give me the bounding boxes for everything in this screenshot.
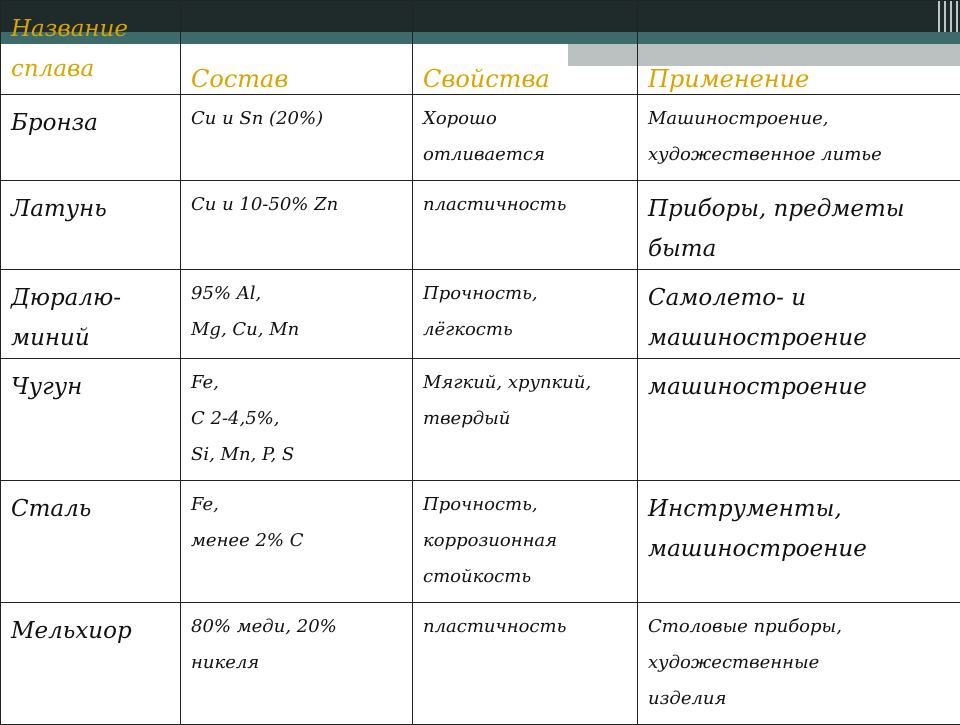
properties-line: Хорошо <box>423 101 629 137</box>
alloy-name-cell <box>1 481 181 603</box>
table-row <box>1 359 960 481</box>
composition-line: Cu и 10-50% Zn <box>191 187 404 223</box>
alloy-name-cell <box>1 603 181 725</box>
alloy-name-cell <box>1 359 181 481</box>
alloy-name-line: Мельхиор <box>11 611 172 651</box>
application-line: машиностроение <box>648 529 952 569</box>
composition-line: Fe, <box>191 487 404 523</box>
properties-line: твердый <box>423 401 629 437</box>
alloy-name-line: Чугун <box>11 367 172 407</box>
header-row <box>1 1 960 95</box>
properties-line: пластичность <box>423 187 629 223</box>
application-line: изделия <box>648 681 952 717</box>
properties-line: пластичность <box>423 609 629 645</box>
composition-cell <box>181 603 413 725</box>
application-cell <box>638 359 960 481</box>
application-line: машиностроение <box>648 318 952 358</box>
composition-cell <box>181 270 413 359</box>
properties-line: Мягкий, хрупкий, <box>423 365 629 401</box>
header-properties: Свойства <box>413 1 638 95</box>
composition-cell <box>181 481 413 603</box>
properties-line: Прочность, <box>423 276 629 312</box>
application-line: Столовые приборы, <box>648 609 952 645</box>
composition-line: C 2-4,5%, <box>191 401 404 437</box>
application-line: Самолето- и <box>648 278 952 318</box>
application-cell <box>638 481 960 603</box>
alloy-name-line: Дюралю- <box>11 278 172 318</box>
properties-line: Прочность, <box>423 487 629 523</box>
application-cell <box>638 95 960 181</box>
properties-line: лёгкость <box>423 312 629 348</box>
composition-line: Fe, <box>191 365 404 401</box>
application-cell <box>638 270 960 359</box>
composition-line: 95% Al, <box>191 276 404 312</box>
composition-cell <box>181 95 413 181</box>
application-line: художественные <box>648 645 952 681</box>
composition-line: 80% меди, 20% <box>191 609 404 645</box>
composition-line: Si, Mn, P, S <box>191 437 404 473</box>
composition-line: Mg, Cu, Mn <box>191 312 404 348</box>
header-composition: Состав <box>181 1 413 95</box>
alloy-name-line: Сталь <box>11 489 172 529</box>
table-row <box>1 481 960 603</box>
alloy-name-cell <box>1 95 181 181</box>
properties-cell <box>413 181 638 270</box>
application-line: быта <box>648 229 952 269</box>
composition-cell <box>181 181 413 270</box>
properties-cell <box>413 603 638 725</box>
table-row <box>1 95 960 181</box>
properties-cell <box>413 95 638 181</box>
alloy-name-cell <box>1 181 181 270</box>
table-row <box>1 603 960 725</box>
table-row <box>1 181 960 270</box>
properties-line: коррозионная <box>423 523 629 559</box>
properties-cell <box>413 359 638 481</box>
composition-line: Cu и Sn (20%) <box>191 101 404 137</box>
application-line: художественное литье <box>648 137 952 173</box>
properties-cell <box>413 270 638 359</box>
table-row <box>1 270 960 359</box>
application-line: Приборы, предметы <box>648 189 952 229</box>
properties-cell <box>413 481 638 603</box>
alloy-name-line: Латунь <box>11 189 172 229</box>
application-line: машиностроение <box>648 367 952 407</box>
application-line: Машиностроение, <box>648 101 952 137</box>
header-alloy-name: Название сплава <box>1 1 181 95</box>
application-cell <box>638 603 960 725</box>
application-cell <box>638 181 960 270</box>
application-line: Инструменты, <box>648 489 952 529</box>
properties-line: отливается <box>423 137 629 173</box>
composition-line: никеля <box>191 645 404 681</box>
alloy-name-cell <box>1 270 181 359</box>
alloy-name-line: Бронза <box>11 103 172 143</box>
header-application: Применение <box>638 1 960 95</box>
composition-line: менее 2% C <box>191 523 404 559</box>
alloy-name-line: миний <box>11 318 172 358</box>
properties-line: стойкость <box>423 559 629 595</box>
composition-cell <box>181 359 413 481</box>
